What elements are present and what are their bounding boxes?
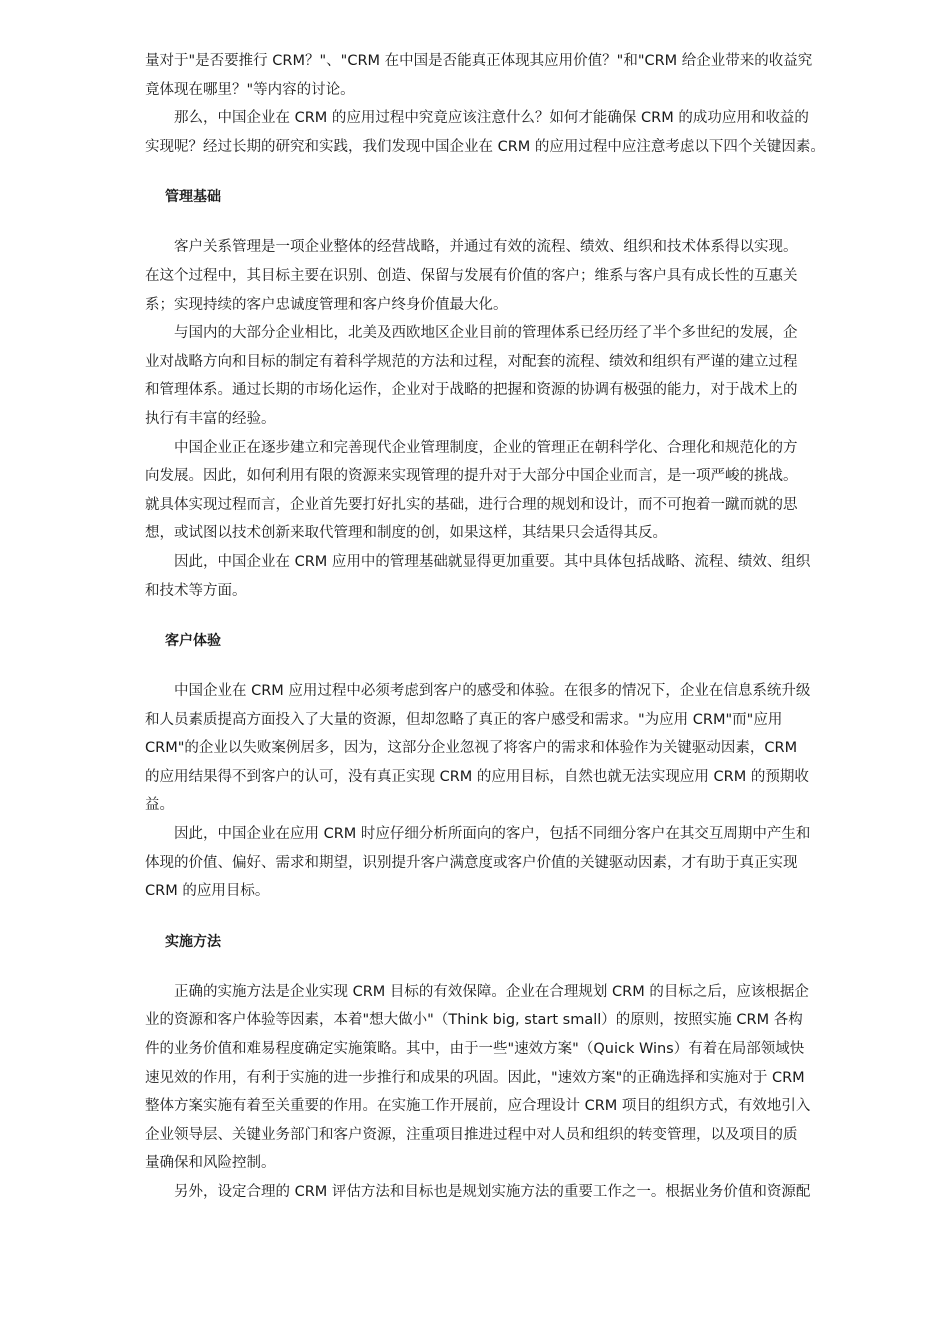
text-line: 量确保和风险控制。 bbox=[145, 1155, 276, 1172]
text-line: 在这个过程中，其目标主要在识别、创造、保留与发展有价值的客户；维系与客户具有成长性的互惠关 bbox=[145, 267, 798, 284]
text-line: 量对于"是否要推行 CRM？"、"CRM 在中国是否能真正体现其应用价值？"和"CRM 给企业带来的收益究 bbox=[145, 53, 813, 69]
text-line: 竟体现在哪里？"等内容的讨论。 bbox=[145, 81, 355, 98]
document-page bbox=[145, 47, 878, 1207]
paragraph-first-line: 因此，中国企业在应用 CRM 时应仔细分析所面向的客户，包括不同细分客户在其交互周期中产生和 bbox=[174, 826, 811, 843]
text-line: 速见效的作用，有利于实施的进一步推行和成果的巩固。因此，"速效方案"的正确选择和实施对于 CRM bbox=[145, 1069, 805, 1086]
section-experience bbox=[145, 605, 878, 906]
section-method bbox=[145, 906, 878, 1207]
text-line: CRM 的应用目标。 bbox=[145, 883, 270, 900]
paragraph-first-line: 另外，设定合理的 CRM 评估方法和目标也是规划实施方法的重要工作之一。根据业务价值和资源配 bbox=[174, 1184, 811, 1200]
paragraph-first-line: 中国企业在 CRM 应用过程中必须考虑到客户的感受和体验。在很多的情况下，企业在信息系统升级 bbox=[174, 683, 811, 700]
text-line: 和人员素质提高方面投入了大量的资源，但却忽略了真正的客户感受和需求。"为应用 CRM"而"应用 bbox=[145, 711, 783, 728]
text-line: 件的业务价值和难易程度确定实施策略。其中，由于一些"速效方案"（Quick Wins）有着在局部领域快 bbox=[145, 1041, 805, 1058]
text-line: CRM"的企业以失败案例居多，因为，这部分企业忽视了将客户的需求和体验作为关键驱动因素，CRM bbox=[145, 740, 798, 757]
paragraph-first-line: 那么，中国企业在 CRM 的应用过程中究竟应该注意什么？如何才能确保 CRM 的成功应用和收益的 bbox=[174, 110, 809, 127]
section-intro bbox=[145, 47, 878, 161]
text-line: 整体方案实施有着至关重要的作用。在实施工作开展前，应合理设计 CRM 项目的组织方式，有效地引入 bbox=[145, 1098, 811, 1115]
text-line: 执行有丰富的经验。 bbox=[145, 410, 276, 427]
text-line: 企业领导层、关键业务部门和客户资源，注重项目推进过程中对人员和组织的转变管理，以及项目的质 bbox=[145, 1126, 798, 1143]
text-line: 业的资源和客户体验等因素，本着"想大做小"（Think big, start small）的原则，按照实施 CRM 各构 bbox=[145, 1012, 803, 1029]
text-line: 和技术等方面。 bbox=[145, 582, 247, 599]
paragraph-first-line: 因此，中国企业在 CRM 应用中的管理基础就显得更加重要。其中具体包括战略、流程、绩效、组织 bbox=[174, 553, 811, 570]
text-line: 实现呢？经过长期的研究和实践，我们发现中国企业在 CRM 的应用过程中应注意考虑以下四个关键因素。 bbox=[145, 138, 825, 155]
text-line: 向发展。因此，如何利用有限的资源来实现管理的提升对于大部分中国企业而言，是一项严峻的挑战。 bbox=[145, 468, 798, 485]
text-line: 业对战略方向和目标的制定有着科学规范的方法和过程，对配套的流程、绩效和组织有严谨的建立过程 bbox=[145, 353, 798, 370]
text-line: 益。 bbox=[145, 797, 174, 814]
paragraph-first-line: 中国企业正在逐步建立和完善现代企业管理制度，企业的管理正在朝科学化、合理化和规范化的方 bbox=[174, 439, 798, 456]
paragraph-first-line: 与国内的大部分企业相比，北美及西欧地区企业目前的管理体系已经历经了半个多世纪的发展，企 bbox=[174, 325, 798, 342]
text-line: 和管理体系。通过长期的市场化运作，企业对于战略的把握和资源的协调有极强的能力，对于战术上的 bbox=[145, 382, 798, 399]
text-line: 想，或试图以技术创新来取代管理和制度的创，如果这样，其结果只会适得其反。 bbox=[145, 525, 667, 542]
text-line: 系；实现持续的客户忠诚度管理和客户终身价值最大化。 bbox=[145, 296, 508, 313]
paragraph-first-line: 正确的实施方法是企业实现 CRM 目标的有效保障。企业在合理规划 CRM 的目标之后，应该根据企 bbox=[174, 983, 809, 1000]
text-line: 的应用结果得不到客户的认可，没有真正实现 CRM 的应用目标，自然也就无法实现应用 CRM 的预期收 bbox=[145, 768, 809, 785]
section-heading: 管理基础 bbox=[165, 189, 221, 206]
section-heading: 实施方法 bbox=[165, 933, 221, 950]
text-line: 体现的价值、偏好、需求和期望，识别提升客户满意度或客户价值的关键驱动因素，才有助于真正实现 bbox=[145, 854, 798, 871]
section-heading: 客户体验 bbox=[165, 633, 221, 650]
paragraph-first-line: 客户关系管理是一项企业整体的经营战略，并通过有效的流程、绩效、组织和技术体系得以实现。 bbox=[174, 239, 798, 256]
text-line: 就具体实现过程而言，企业首先要打好扎实的基础，进行合理的规划和设计，而不可抱着一蹴而就的思 bbox=[145, 496, 798, 513]
section-management bbox=[145, 161, 878, 605]
